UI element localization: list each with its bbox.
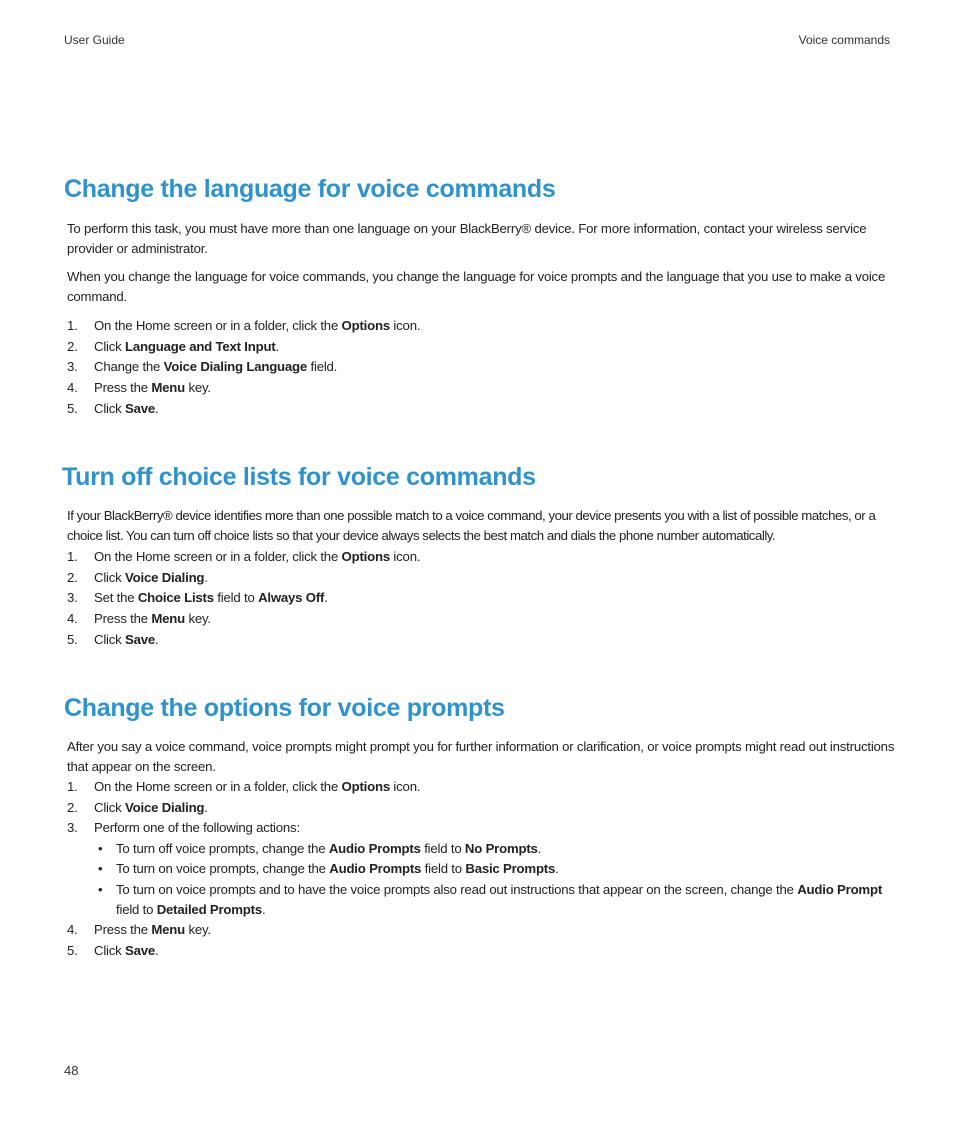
section-heading-voice-prompt-options: Change the options for voice prompts: [64, 694, 505, 722]
section-3-bullet-list: [94, 839, 897, 920]
section-heading-change-language: Change the language for voice commands: [64, 175, 556, 203]
list-item: 3. Set the Choice Lists field to Always Off.: [67, 588, 897, 609]
running-header-section: Voice commands: [798, 33, 890, 47]
step-number: 5.: [67, 631, 78, 647]
list-item: • To turn on voice prompts, change the Audio Prompts field to Basic Prompts.: [94, 859, 897, 879]
step-number: 3.: [67, 359, 78, 375]
list-item: 5. Click Save.: [67, 941, 897, 962]
section-1-steps-list: [67, 316, 897, 420]
list-item: 2. Click Language and Text Input.: [67, 337, 897, 358]
section-3-steps-list: [67, 777, 897, 962]
bullet-icon: •: [98, 841, 103, 857]
step-number: 1.: [67, 318, 78, 333]
list-item: 5. Click Save.: [67, 630, 897, 651]
list-item: • To turn off voice prompts, change the Audio Prompts field to No Prompts.: [94, 839, 897, 859]
list-item: 1. On the Home screen or in a folder, click the Options icon.: [67, 547, 897, 568]
step-number: 4.: [67, 611, 78, 627]
list-item: 3. Perform one of the following actions: • To turn off voice prompts, change the Audio Prompts field to No Prompts. • To turn on voice prompts, change the Audio Prompts field to Basic Prompts. • To turn on voice prompts and to have the voice prompts also read out instructions that appear on the screen, change the Audio Prompt field to Detailed Prompts.: [67, 818, 897, 920]
bullet-icon: •: [98, 861, 103, 877]
list-item: 4. Press the Menu key.: [67, 609, 897, 630]
step-number: 2.: [67, 569, 78, 585]
step-number: 1.: [67, 779, 78, 794]
list-item: 5. Click Save.: [67, 399, 897, 420]
step-number: 3.: [67, 590, 78, 606]
bullet-icon: •: [98, 881, 103, 897]
list-item: 2. Click Voice Dialing.: [67, 568, 897, 589]
list-item: 4. Press the Menu key.: [67, 378, 897, 399]
section-2-steps-list: [67, 547, 897, 651]
list-item: 2. Click Voice Dialing.: [67, 798, 897, 819]
list-item: • To turn on voice prompts and to have the voice prompts also read out instructions that appear on the screen, change the Audio Prompt field to Detailed Prompts.: [98, 881, 883, 917]
step-number: 4.: [67, 380, 78, 396]
step-number: 4.: [67, 922, 78, 938]
section-1-intro-paragraph: To perform this task, you must have more than one language on your BlackBerry® device. For more information, contact your wireless service provider or administrator.: [67, 221, 867, 256]
step-number: 5.: [67, 400, 78, 416]
step-number: 1.: [67, 549, 78, 564]
section-1-second-paragraph: When you change the language for voice commands, you change the language for voice prompts and the language that you use to make a voice command.: [67, 269, 886, 304]
section-3-intro-paragraph: After you say a voice command, voice prompts might prompt you for further information or clarification, or voice prompts might read out instructions that appear on the screen.: [67, 739, 895, 774]
list-item: 1. On the Home screen or in a folder, click the Options icon.: [67, 316, 897, 337]
list-item: 3. Change the Voice Dialing Language field.: [67, 357, 897, 378]
step-number: 3.: [67, 820, 78, 836]
step-number: 2.: [67, 799, 78, 815]
section-2-intro-paragraph: If your BlackBerry® device identifies more than one possible match to a voice command, your device presents you with a list of possible matches, or a choice list. You can turn off choice lists so that your device always selects the best match and dials the phone number automatically.: [67, 508, 876, 543]
section-heading-turn-off-choice-lists: Turn off choice lists for voice commands: [62, 463, 536, 491]
running-header-title: User Guide: [64, 33, 125, 47]
list-item: 1. On the Home screen or in a folder, click the Options icon.: [67, 777, 897, 798]
list-item: 4. Press the Menu key.: [67, 920, 897, 941]
step-number: 5.: [67, 943, 78, 958]
page-number: 48: [64, 1063, 79, 1078]
step-number: 2.: [67, 338, 78, 354]
